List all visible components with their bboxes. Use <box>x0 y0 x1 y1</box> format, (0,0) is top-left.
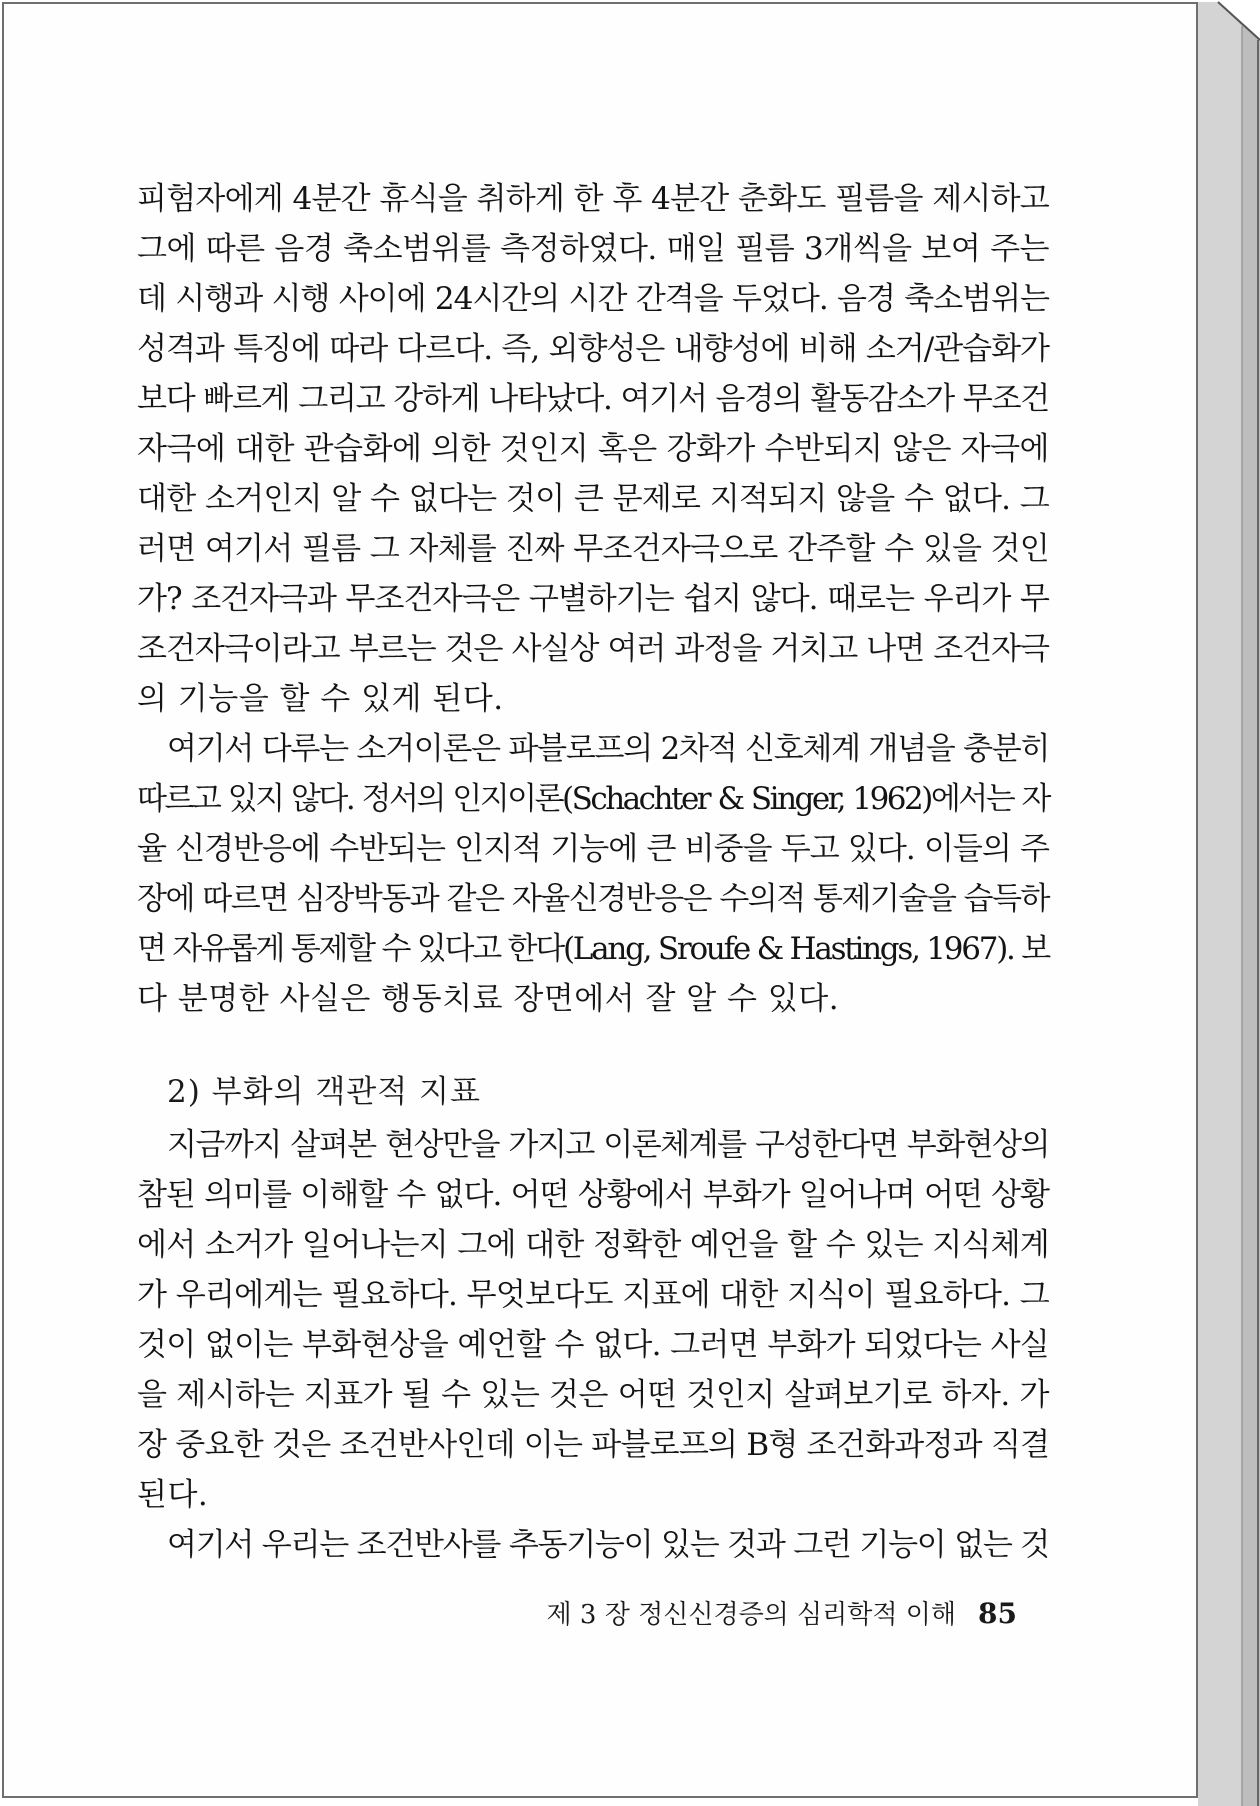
text-line: 의 기능을 할 수 있게 된다. <box>137 681 504 717</box>
text-line: 성격과 특징에 따라 다르다. 즉, 외향성은 내향성에 비해 소거/관습화가 <box>137 331 1049 367</box>
section-spacer <box>137 1024 1049 1064</box>
text-line: 장에 따르면 심장박동과 같은 자율신경반응은 수의적 통제기술을 습득하 <box>137 881 1049 917</box>
paragraph-1 <box>137 174 1049 724</box>
paragraph-3 <box>137 1120 1049 1520</box>
text-line: 에서 소거가 일어나는지 그에 대한 정확한 예언을 할 수 있는 지식체계 <box>137 1227 1049 1263</box>
paragraph-4 <box>137 1520 1049 1570</box>
text-line: 따르고 있지 않다. 정서의 인지이론(Schachter & Singer, 1962)에서는 자 <box>137 781 1049 817</box>
text-line: 여기서 다루는 소거이론은 파블로프의 2차적 신호체계 개념을 충분히 <box>167 731 1050 767</box>
text-line: 면 자유롭게 통제할 수 있다고 한다(Lang, Sroufe & Hastings, 1967). 보 <box>137 931 1049 967</box>
text-line: 된다. <box>137 1477 209 1513</box>
text-line: 보다 빠르게 그리고 강하게 나타났다. 여기서 음경의 활동감소가 무조건 <box>137 381 1049 417</box>
text-line: 여기서 우리는 조건반사를 추동기능이 있는 것과 그런 기능이 없는 것 <box>167 1527 1049 1563</box>
text-line: 가 우리에게는 필요하다. 무엇보다도 지표에 대한 지식이 필요하다. 그 <box>137 1277 1049 1313</box>
text-line: 율 신경반응에 수반되는 인지적 기능에 큰 비중을 두고 있다. 이들의 주 <box>137 831 1049 867</box>
text-line: 가? 조건자극과 무조건자극은 구별하기는 쉽지 않다. 때로는 우리가 무 <box>137 581 1049 617</box>
text-line: 장 중요한 것은 조건반사인데 이는 파블로프의 B형 조건화과정과 직결 <box>137 1427 1050 1463</box>
text-line: 그에 따른 음경 축소범위를 측정하였다. 매일 필름 3개씩을 보여 주는 <box>137 231 1049 267</box>
text-line: 참된 의미를 이해할 수 없다. 어떤 상황에서 부화가 일어나며 어떤 상황 <box>137 1177 1049 1213</box>
paragraph-2 <box>137 724 1049 1024</box>
text-line: 러면 여기서 필름 그 자체를 진짜 무조건자극으로 간주할 수 있을 것인 <box>137 531 1049 567</box>
text-line: 데 시행과 시행 사이에 24시간의 시간 간격을 두었다. 음경 축소범위는 <box>137 281 1049 317</box>
text-line: 다 분명한 사실은 행동치료 장면에서 잘 알 수 있다. <box>137 981 840 1017</box>
text-line: 대한 소거인지 알 수 없다는 것이 큰 문제로 지적되지 않을 수 없다. 그 <box>137 481 1049 517</box>
text-line: 을 제시하는 지표가 될 수 있는 것은 어떤 것인지 살펴보기로 하자. 가 <box>137 1377 1049 1413</box>
text-line: 자극에 대한 관습화에 의한 것인지 혹은 강화가 수반되지 않은 자극에 <box>137 431 1049 467</box>
text-line: 피험자에게 4분간 휴식을 취하게 한 후 4분간 춘화도 필름을 제시하고 <box>137 181 1050 217</box>
body-text <box>137 174 1049 1570</box>
page-number: 85 <box>978 1597 1017 1630</box>
text-line: 조건자극이라고 부르는 것은 사실상 여러 과정을 거치고 나면 조건자극 <box>137 631 1049 667</box>
text-line: 것이 없이는 부화현상을 예언할 수 없다. 그러면 부화가 되었다는 사실 <box>137 1327 1049 1363</box>
running-head: 제 3 장 정신신경증의 심리학적 이해 <box>546 1600 957 1630</box>
text-line: 지금까지 살펴본 현상만을 가지고 이론체계를 구성한다면 부화현상의 <box>167 1127 1049 1163</box>
section-heading: 2) 부화의 객관적 지표 <box>167 1074 481 1110</box>
page-footer <box>137 1594 1017 1631</box>
book-edge <box>1198 0 1260 1806</box>
